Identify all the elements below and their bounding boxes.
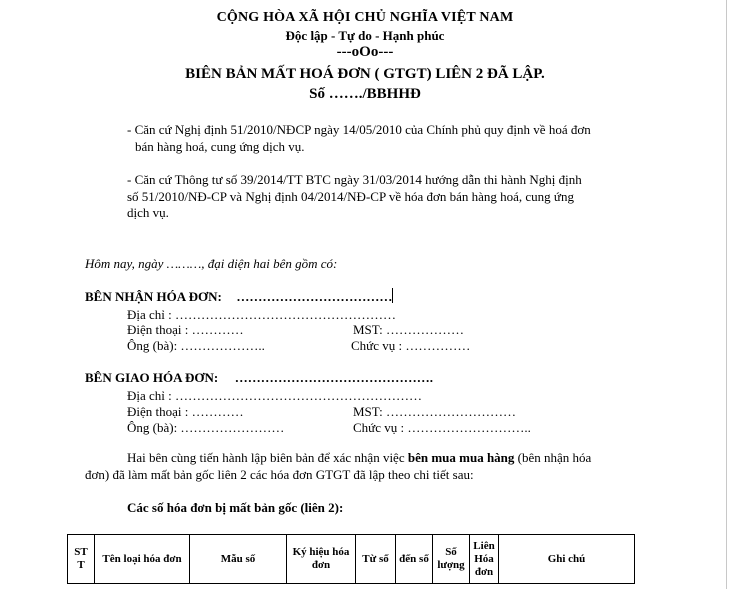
- col-header-note: Ghi chú: [499, 535, 635, 584]
- col-header-from: Từ số: [356, 535, 396, 584]
- sender-person[interactable]: Ông (bà): ……………………: [127, 420, 285, 435]
- receiver-address[interactable]: Địa chỉ : ……………………………………………: [127, 307, 397, 322]
- col-header-template: Mẫu số: [190, 535, 287, 584]
- sender-phone[interactable]: Điện thoại : …………: [127, 404, 244, 419]
- receiver-tax-code[interactable]: MST: ………………: [353, 322, 464, 337]
- legal-basis-1-line2: bán hàng hoá, cung ứng dịch vụ.: [135, 139, 305, 154]
- legal-basis-2-line2: số 51/2010/NĐ-CP và Nghị định 04/2014/NĐ-CP về hóa đơn bán hàng hoá, cung ứng: [127, 189, 574, 204]
- receiver-label: BÊN NHẬN HÓA ĐƠN:: [85, 289, 222, 304]
- receiver-phone[interactable]: Điện thoại : …………: [127, 322, 244, 337]
- confirmation-text-bold: bên mua mua hàng: [407, 450, 515, 465]
- receiver-person[interactable]: Ông (bà): ………………..: [127, 338, 265, 353]
- lost-invoices-table: [67, 534, 635, 584]
- document-number: Số ……./BBHHĐ: [309, 86, 421, 102]
- motto-heading: Độc lập - Tự do - Hạnh phúc: [285, 28, 445, 43]
- legal-basis-1-line1: - Căn cứ Nghị định 51/2010/NĐCP ngày 14/05/2010 của Chính phủ quy định về hoá đơn: [127, 122, 591, 137]
- sender-address[interactable]: Địa chỉ : …………………………………………………: [127, 388, 423, 403]
- ornament: ---oOo---: [336, 44, 394, 60]
- confirmation-text-a: Hai bên cùng tiến hành lập biên bản để xác nhận việc: [127, 450, 408, 465]
- table-header-row: [68, 535, 635, 584]
- sender-section: [85, 370, 433, 386]
- receiver-section: [85, 288, 393, 305]
- col-header-stt: ST T: [68, 535, 95, 584]
- col-header-to: đến số: [396, 535, 433, 584]
- receiver-position[interactable]: Chức vụ : ……………: [351, 338, 471, 353]
- col-header-quantity: Số lượng: [433, 535, 470, 584]
- sender-tax-code[interactable]: MST: …………………………: [353, 404, 516, 419]
- col-header-invoice-type: Tên loại hóa đơn: [95, 535, 190, 584]
- confirmation-line1: [127, 450, 591, 466]
- sender-name-field[interactable]: ……………………………………….: [234, 370, 434, 385]
- legal-basis-2-line3: dịch vụ.: [127, 205, 169, 220]
- col-header-symbol: Ký hiệu hóa đơn: [287, 535, 356, 584]
- confirmation-text-b: (bên nhận hóa: [514, 450, 592, 465]
- intro-text: Hôm nay, ngày ………, đại diện hai bên gồm có:: [85, 256, 338, 271]
- document-title: BIÊN BẢN MẤT HOÁ ĐƠN ( GTGT) LIÊN 2 ĐÃ LẬP.: [185, 66, 545, 82]
- legal-basis-2-line1: - Căn cứ Thông tư số 39/2014/TT BTC ngày 31/03/2014 hướng dẫn thi hành Nghị định: [127, 172, 582, 187]
- confirmation-line2: đơn) đã làm mất bản gốc liên 2 các hóa đơn GTGT đã lập theo chi tiết sau:: [85, 467, 474, 482]
- sender-label: BÊN GIAO HÓA ĐƠN:: [85, 370, 219, 385]
- receiver-name-field[interactable]: ………………………………: [236, 289, 393, 304]
- col-header-copy: Liên Hóa đơn: [470, 535, 499, 584]
- text-cursor: [392, 288, 393, 303]
- table-title: Các số hóa đơn bị mất bản gốc (liên 2):: [127, 500, 344, 515]
- sender-position[interactable]: Chức vụ : ………………………..: [353, 420, 531, 435]
- country-heading: CỘNG HÒA XÃ HỘI CHỦ NGHĨA VIỆT NAM: [216, 10, 514, 25]
